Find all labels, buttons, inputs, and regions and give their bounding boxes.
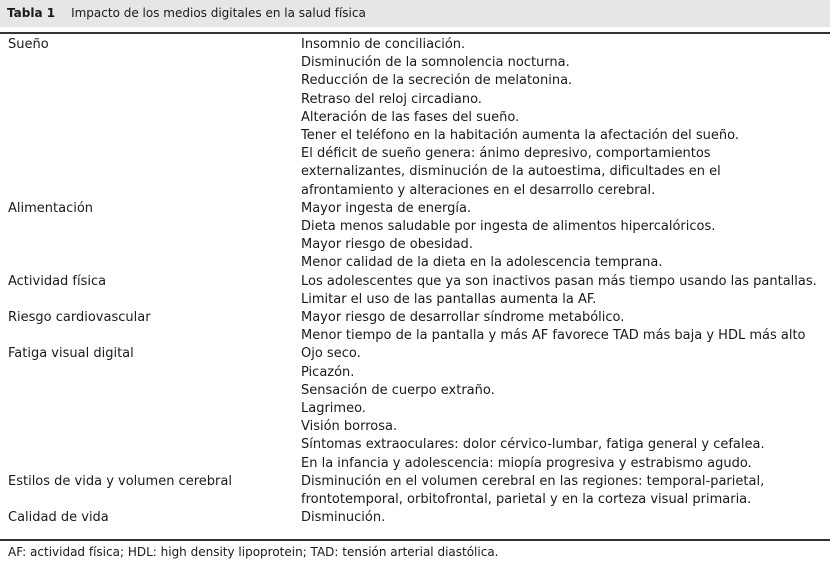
row-item-text: afrontamiento y alteraciones en el desarrollo cerebral.: [301, 182, 656, 198]
row-category: Fatiga visual digital: [8, 346, 134, 362]
table-row: [0, 309, 830, 345]
row-item-text: Mayor riesgo de desarrollar síndrome metabólico.: [301, 310, 625, 326]
row-item-text: Ojo seco.: [301, 346, 361, 362]
row-items: [301, 345, 830, 472]
row-item-text: Retraso del reloj circadiano.: [301, 91, 482, 107]
row-item-text: Los adolescentes que ya son inactivos pasan más tiempo usando las pantallas.: [301, 273, 817, 289]
row-item-text: Alteración de las fases del sueño.: [301, 109, 520, 125]
table-caption: [0, 0, 830, 27]
row-category: Riesgo cardiovascular: [8, 310, 151, 326]
row-items: [301, 36, 830, 200]
row-item-text: externalizantes, disminución de la autoestima, dificultades en el: [301, 164, 721, 180]
row-item-text: Menor tiempo de la pantalla y más AF favorece TAD más baja y HDL más alto: [301, 328, 806, 344]
row-items: [301, 273, 830, 309]
row-items: [301, 309, 830, 345]
top-rule: [0, 32, 830, 34]
row-item-text: Menor calidad de la dieta en la adolescencia temprana.: [301, 255, 663, 271]
row-item-text: Síntomas extraoculares: dolor cérvico-lumbar, fatiga general y cefalea.: [301, 437, 765, 453]
row-item-text: Picazón.: [301, 364, 355, 380]
table-label: Tabla 1: [7, 6, 56, 20]
row-item-text: Sensación de cuerpo extraño.: [301, 382, 495, 398]
row-category: Actividad física: [8, 273, 107, 289]
row-item-text: Mayor ingesta de energía.: [301, 200, 472, 216]
row-items: [301, 200, 830, 273]
table-row: [0, 473, 830, 509]
table-row: [0, 273, 830, 309]
row-item-text: Disminución.: [301, 510, 386, 526]
table-title: Impacto de los medios digitales en la salud física: [71, 6, 366, 20]
row-item-text: Lagrimeo.: [301, 401, 366, 417]
row-item-text: Mayor riesgo de obesidad.: [301, 237, 473, 253]
table-row: [0, 509, 830, 527]
row-items: [301, 509, 830, 527]
table-row: [0, 200, 830, 273]
row-item-text: Limitar el uso de las pantallas aumenta la AF.: [301, 291, 597, 307]
row-item-text: Visión borrosa.: [301, 419, 398, 435]
row-item-text: Tener el teléfono en la habitación aumenta la afectación del sueño.: [301, 128, 739, 144]
table-body: [0, 36, 830, 527]
table-row: [0, 36, 830, 200]
bottom-rule: [0, 539, 830, 541]
row-item-text: frontotemporal, orbitofrontal, parietal y en la corteza visual primaria.: [301, 492, 752, 508]
row-item-text: Reducción de la secreción de melatonina.: [301, 73, 573, 89]
row-item-text: Insomnio de conciliación.: [301, 37, 466, 52]
row-items: [301, 473, 830, 509]
row-item-text: Disminución de la somnolencia nocturna.: [301, 55, 570, 71]
row-item-text: El déficit de sueño genera: ánimo depresivo, comportamientos: [301, 146, 711, 162]
row-category: Estilos de vida y volumen cerebral: [8, 473, 232, 489]
row-item-text: En la infancia y adolescencia: miopía progresiva y estrabismo agudo.: [301, 455, 752, 471]
table-row: [0, 345, 830, 472]
row-category: Sueño: [8, 37, 49, 52]
table-footnote: AF: actividad física; HDL: high density lipoprotein; TAD: tensión arterial diastólica.: [8, 545, 499, 559]
row-category: Calidad de vida: [8, 510, 109, 526]
row-item-text: Dieta menos saludable por ingesta de alimentos hipercalóricos.: [301, 219, 716, 235]
row-category: Alimentación: [8, 200, 94, 216]
row-item-text: Disminución en el volumen cerebral en las regiones: temporal-parietal,: [301, 473, 765, 489]
